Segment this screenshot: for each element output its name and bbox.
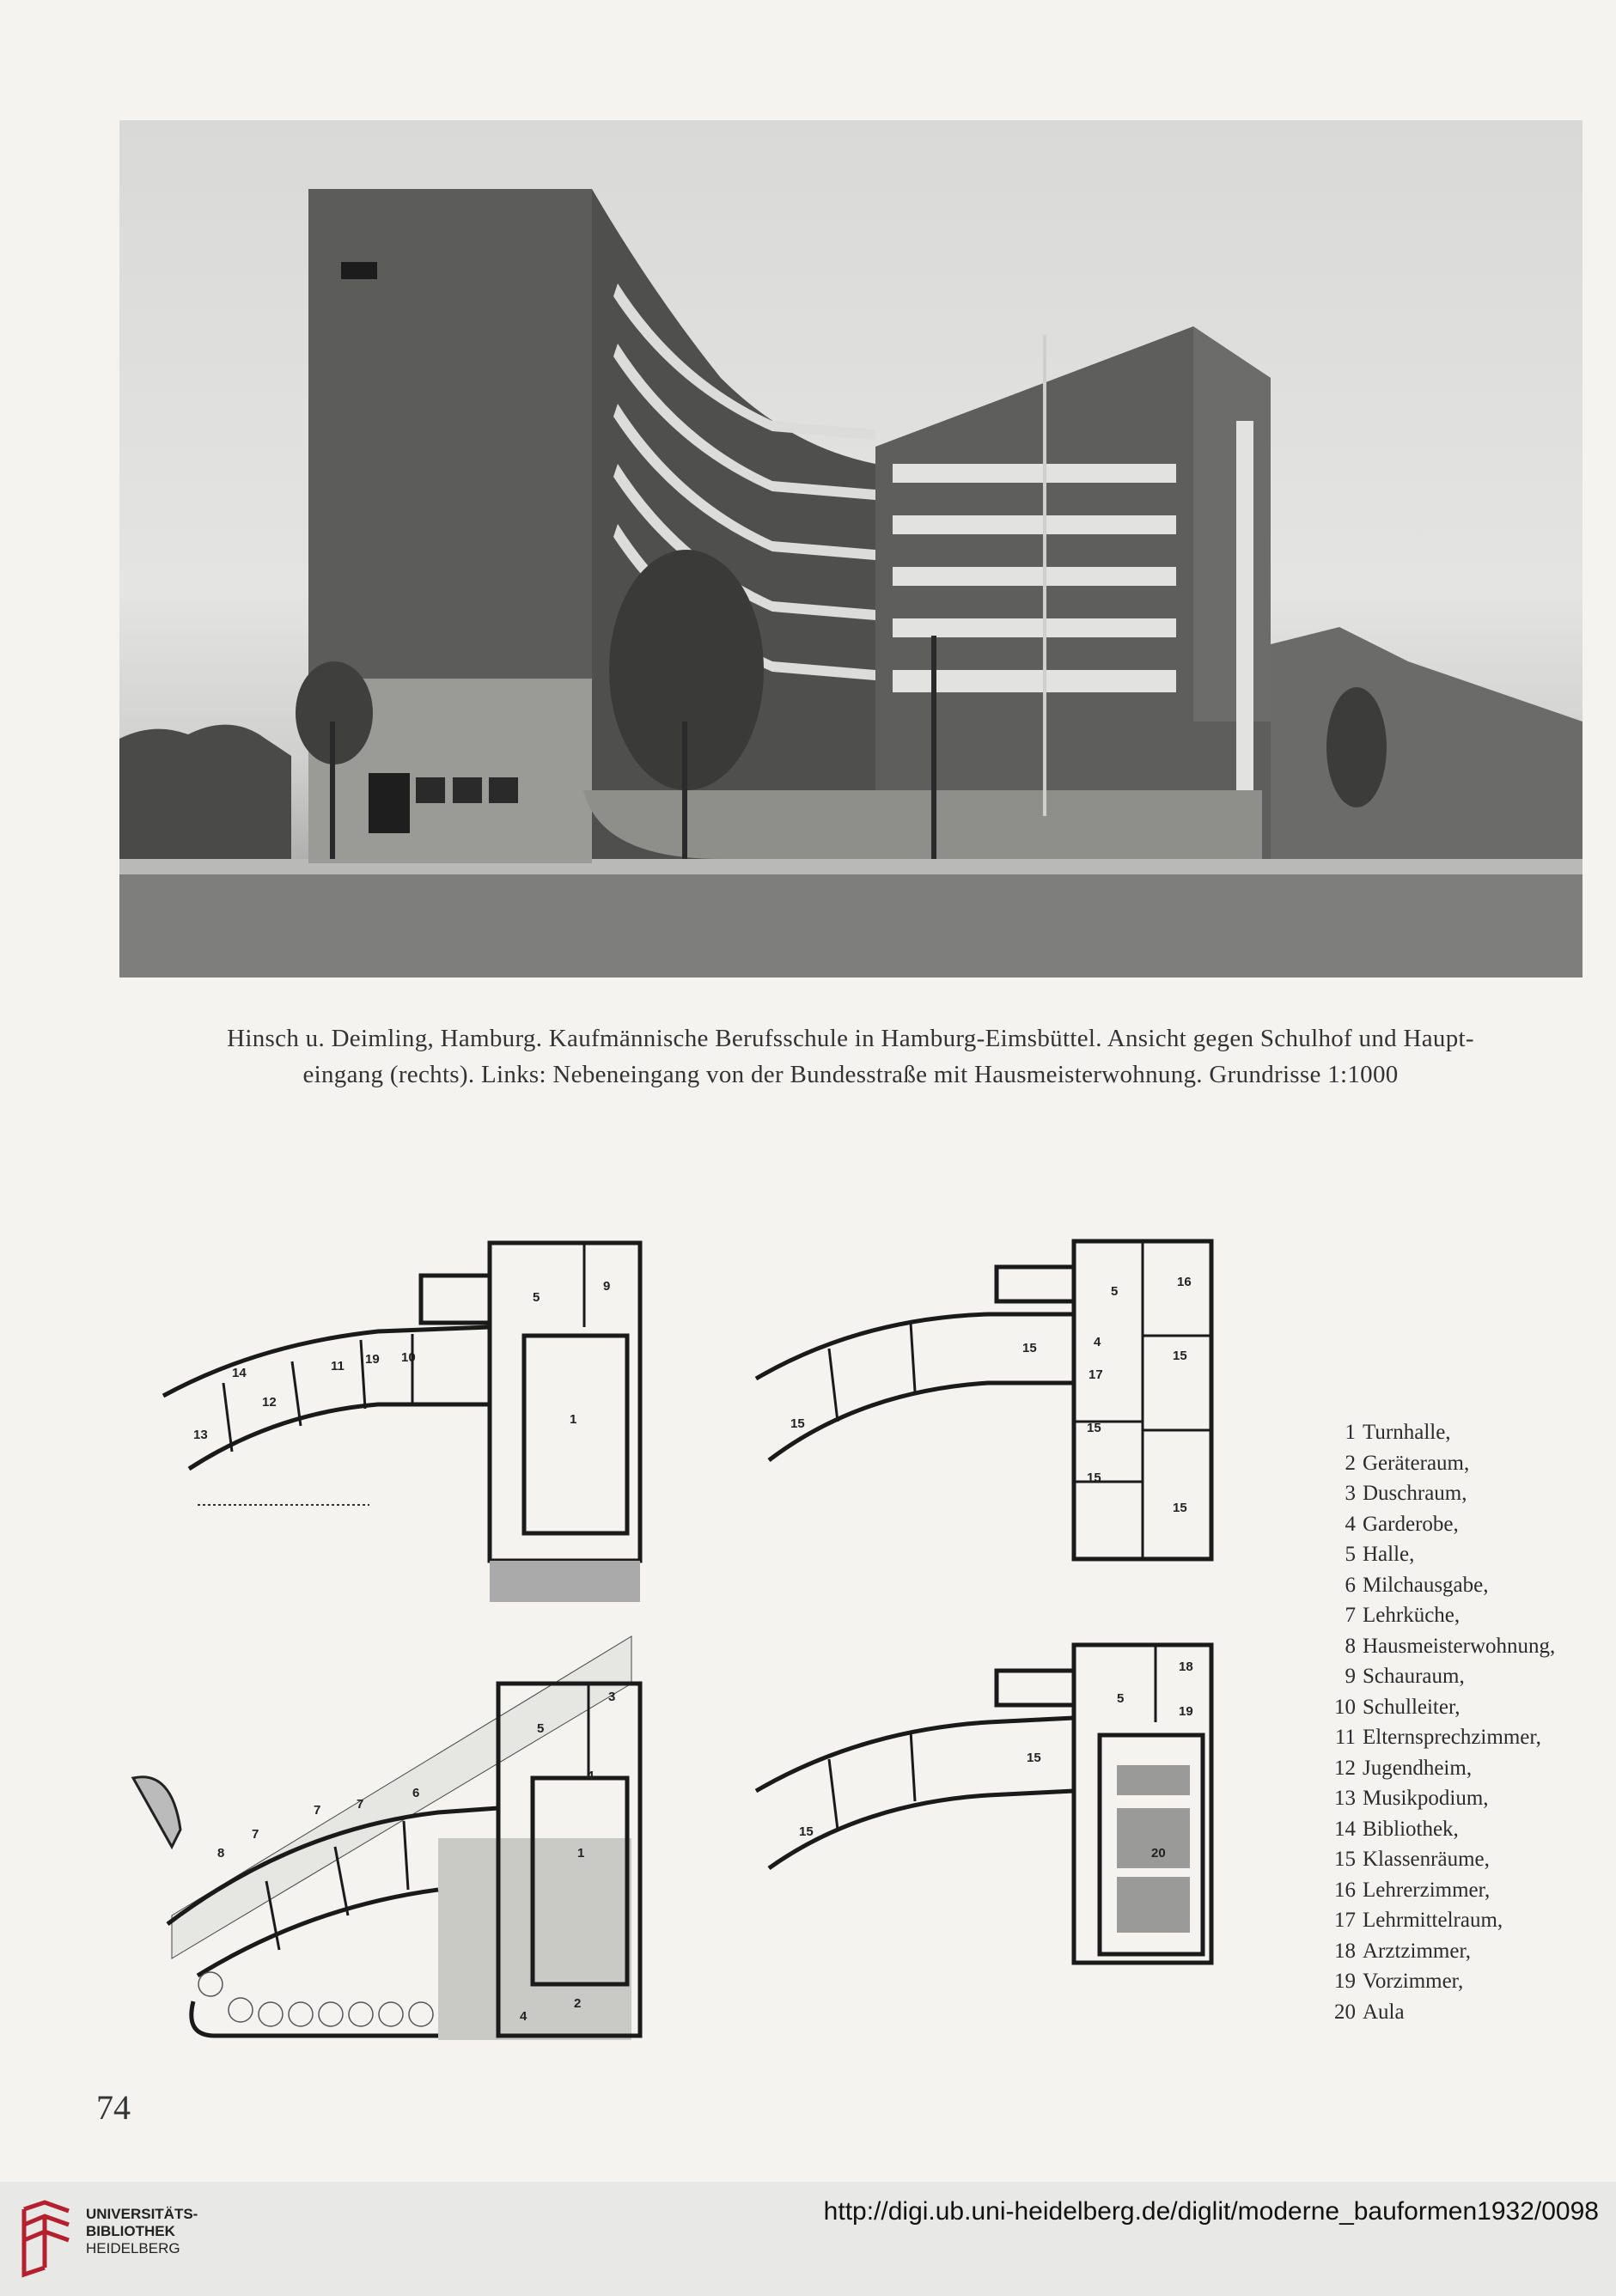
room-label: 5 (1117, 1691, 1125, 1706)
room-label: 12 (262, 1395, 277, 1410)
building-photograph (119, 120, 1582, 977)
room-label: 3 (608, 1690, 616, 1704)
legend-item: 17 Lehrmittelraum, (1334, 1909, 1503, 1932)
room-label: 7 (314, 1803, 321, 1818)
source-url-link[interactable]: http://digi.ub.uni-heidelberg.de/diglit/moderne_bauformen1932/0098 (823, 2197, 1599, 2226)
room-label: 1 (570, 1412, 577, 1427)
room-label: 5 (533, 1290, 540, 1305)
room-label: 4 (520, 2009, 527, 2024)
floor-plan-bottom-left (112, 1632, 679, 2044)
legend-item: 3 Duschraum, (1345, 1482, 1467, 1505)
legend-item: 15 Klassenräume, (1334, 1848, 1490, 1871)
room-label: 7 (252, 1827, 259, 1842)
legend-item: 19 Vorzimmer, (1334, 1970, 1464, 1993)
room-label: 5 (537, 1721, 545, 1736)
legend-item: 4 Garderobe, (1345, 1512, 1459, 1536)
room-label: 15 (1173, 1349, 1187, 1363)
room-label: 16 (1177, 1275, 1192, 1289)
room-label: 11 (331, 1359, 345, 1373)
room-label: 5 (1111, 1284, 1119, 1299)
room-label: 6 (412, 1786, 420, 1800)
floor-plan-top-left (155, 1233, 644, 1602)
room-label: 15 (1087, 1421, 1101, 1435)
room-label: 15 (790, 1416, 805, 1431)
floor-plan-bottom-right (739, 1636, 1220, 1971)
legend-item: 16 Lehrerzimmer, (1334, 1878, 1491, 1902)
legend-item: 18 Arztzimmer, (1334, 1939, 1472, 1963)
room-label: 2 (574, 1996, 582, 2011)
room-label: 14 (232, 1366, 247, 1380)
room-label: 4 (587, 1769, 595, 1783)
room-label: 15 (1027, 1751, 1041, 1765)
room-label: 7 (357, 1797, 364, 1812)
room-label: 15 (1087, 1471, 1101, 1485)
room-label: 15 (1022, 1341, 1037, 1355)
library-name[interactable]: UNIVERSITÄTS- BIBLIOTHEK HEIDELBERG (86, 2206, 198, 2256)
room-label: 9 (603, 1279, 611, 1294)
room-label: 19 (1179, 1704, 1193, 1719)
photo-caption (129, 1020, 1572, 1093)
floor-plan-top-right (739, 1233, 1220, 1568)
legend-item: 8 Hausmeisterwohnung, (1345, 1634, 1556, 1658)
legend-item: 5 Halle, (1345, 1543, 1415, 1566)
room-label: 19 (365, 1352, 380, 1367)
room-label: 1 (577, 1846, 585, 1861)
legend-item: 12 Jugendheim, (1334, 1756, 1473, 1780)
room-label: 4 (1094, 1335, 1101, 1349)
room-label: 15 (1173, 1501, 1187, 1515)
room-legend (1323, 1417, 1615, 2027)
legend-item: 14 Bibliothek, (1334, 1817, 1459, 1841)
room-label: 17 (1089, 1367, 1103, 1382)
caption-line-1: Hinsch u. Deimling, Hamburg. Kaufmännische Berufsschule in Hamburg-Eimsbüttel. Ansicht gegen Schulhof und Haupt- (227, 1025, 1474, 1052)
room-label: 8 (217, 1846, 225, 1861)
legend-item: 9 Schauraum, (1345, 1665, 1465, 1688)
legend-item: 7 Lehrküche, (1345, 1604, 1460, 1627)
legend-item: 6 Milchausgabe, (1345, 1573, 1489, 1597)
legend-item: 1 Turnhalle, (1345, 1421, 1451, 1444)
legend-item: 13 Musikpodium, (1334, 1787, 1489, 1810)
room-label: 13 (193, 1428, 208, 1442)
legend-item: 2 Geräteraum, (1345, 1451, 1470, 1475)
page-number: 74 (96, 2088, 131, 2127)
library-logo-icon[interactable] (19, 2199, 74, 2282)
room-label: 18 (1179, 1660, 1193, 1674)
room-label: 10 (401, 1350, 416, 1365)
legend-item: 10 Schulleiter, (1334, 1695, 1460, 1719)
legend-item: 11 Elternsprechzimmer, (1334, 1726, 1541, 1749)
legend-item: 20 Aula (1334, 2000, 1405, 2024)
room-label: 15 (799, 1824, 814, 1839)
room-label: 20 (1151, 1846, 1166, 1861)
caption-line-2: eingang (rechts). Links: Nebeneingang von der Bundesstraße mit Hausmeisterwohnung. Grundrisse 1:1000 (302, 1061, 1399, 1088)
